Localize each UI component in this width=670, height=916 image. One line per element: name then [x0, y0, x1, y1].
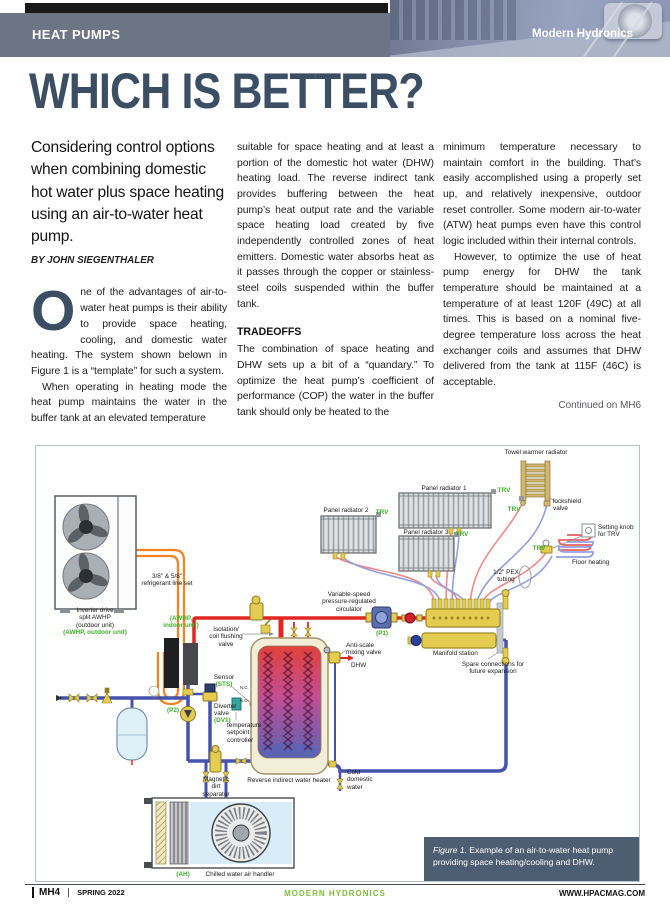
diagram-label: 3/8" & 5/8" refrigerant line set: [141, 573, 193, 588]
diagram-label: Inverter drive split AWHP (outdoor unit): [75, 607, 115, 629]
byline: BY JOHN SIEGENTHALER: [31, 255, 154, 267]
footer-website: WWW.HPACMAG.COM: [558, 889, 645, 898]
diagram-label: Cold domestic water: [347, 769, 373, 791]
diagram-label: TRV: [375, 509, 389, 516]
diagram-label: TRV: [455, 531, 469, 538]
dropcap: O: [31, 279, 76, 344]
diagram-label: Reverse indirect water heater: [247, 777, 331, 784]
brand-title: Modern Hydronics: [532, 28, 633, 40]
body-text-col3: [443, 140, 641, 413]
subheading-tradeoffs: TRADEOFFS: [237, 326, 302, 339]
diagram-label: Manifold station: [433, 650, 478, 657]
diagram-label: 1/2" PEX tubing: [493, 569, 519, 584]
diagram-label: N.C.: [240, 685, 249, 690]
figure-labels: [36, 446, 639, 881]
paragraph: When operating in heating mode the heat pump maintains the water in the buffer tank at an elevated temperature: [31, 381, 227, 424]
section-kicker: HEAT PUMPS: [32, 27, 121, 42]
diagram-label: (AH): [176, 871, 190, 878]
diagram-label: Sensor: [213, 674, 235, 681]
footer-issue: SPRING 2022: [68, 888, 125, 897]
page-title: WHICH IS BETTER?: [29, 63, 424, 119]
footer-section-name: MODERN HYDRONICS: [284, 889, 386, 898]
paragraph: However, to optimize the use of heat pump energy for DHW the tank temperature should be maintained at a temperature of at least 120F (49C) at all times. This is based on a nominal five-degree temperature loss across the heat exchanger coils and assumes that DHW delivered from the tank at 115F (46C) is acceptable.: [443, 251, 641, 389]
diagram-label: (P2): [166, 707, 180, 714]
continued-note: Continued on MH6: [558, 399, 641, 411]
diagram-label: TRV: [497, 487, 511, 494]
paragraph: The combination of space heating and DHW sets up a bit of a “quandary.” To optimize the heat pump’s coefficient of performance (COP) the water in the buffer tank should only be heated to the: [237, 344, 434, 418]
diagram-label: (STS): [215, 681, 233, 688]
paragraph: [31, 279, 227, 379]
deck: Considering control options when combining domestic hot water plus space heating using an air-to-water heat pump.: [31, 139, 224, 246]
caption-text: Example of an air-to-water heat pump providing space heating/cooling and DHW.: [433, 845, 614, 868]
diagram-label: Towel warmer radiator: [504, 449, 568, 456]
footer-page-number: MH4: [32, 887, 60, 898]
column-3: [443, 140, 641, 413]
photo-building: [390, 0, 520, 40]
diagram-label: Panel radiator 2: [323, 507, 369, 514]
paragraph: suitable for space heating and at least a portion of the domestic hot water (DHW) heating load. The reverse indirect tank provides buffering between the heat pump’s heat output rate and the variable space heating load created by five independently controlled zones of heat emitters. Domestic water absorbs heat as it passes through the copper or stainless-steel coils suspended within the buffer tank.: [237, 142, 434, 310]
diagram-label: Setting knob for TRV: [598, 524, 634, 539]
diagram-label: DHW: [351, 662, 367, 669]
diagram-label: N.O.: [240, 698, 249, 703]
figure-caption: [424, 837, 639, 881]
column-2: [237, 140, 434, 421]
diagram-label: Magnetic dirt separator: [202, 776, 230, 798]
diagram-label: (DV1): [214, 717, 231, 724]
diagram-label: TRV: [507, 506, 521, 513]
figure-1: [35, 445, 640, 882]
diagram-label: Diverter valve: [214, 703, 237, 718]
diagram-label: TRV: [532, 545, 546, 552]
caption-figure-number: Figure 1.: [433, 845, 467, 855]
paragraph-text: ne of the advantages of air-to-water heat pumps is their ability to provide space heating, cooling, and domestic water heating. The system shown belown in Figure 1 is a “template” for such a system.: [31, 287, 227, 377]
paragraph: minimum temperature necessary to maintain comfort in the building. That’s easily accomplished using a properly set up, and relatively inexpensive, outdoor reset controller. Some modern air-to-water (ATW) heat pumps even have this control logic included within their internal controls.: [443, 142, 641, 248]
diagram-label: (AWHP, indoor unit): [163, 615, 199, 630]
diagram-label: Isolation/ coil flushing valve: [209, 626, 243, 648]
diagram-label: (P1): [375, 630, 389, 637]
diagram-label: Spare connections for future expansion: [461, 661, 525, 676]
body-text-col2: [237, 140, 434, 421]
body-text-col1: [31, 279, 227, 426]
diagram-label: Floor heating: [572, 559, 610, 566]
diagram-label: lockshield valve: [553, 498, 582, 513]
top-rule: [25, 3, 388, 13]
diagram-label: Chilled water air handler: [205, 871, 275, 878]
column-1: [31, 137, 227, 427]
diagram-label: Panel radiator 3: [403, 529, 449, 536]
diagram-label: Anti-scale mixing valve: [346, 642, 382, 657]
diagram-label: temperature setpoint controller: [227, 722, 262, 744]
diagram-label: Variable-speed pressure-regulated circulator: [322, 591, 376, 613]
footer-rule: [25, 884, 645, 885]
diagram-label: (AWHP, outdoor unit): [63, 629, 127, 636]
diagram-label: Panel radiator 1: [421, 485, 467, 492]
